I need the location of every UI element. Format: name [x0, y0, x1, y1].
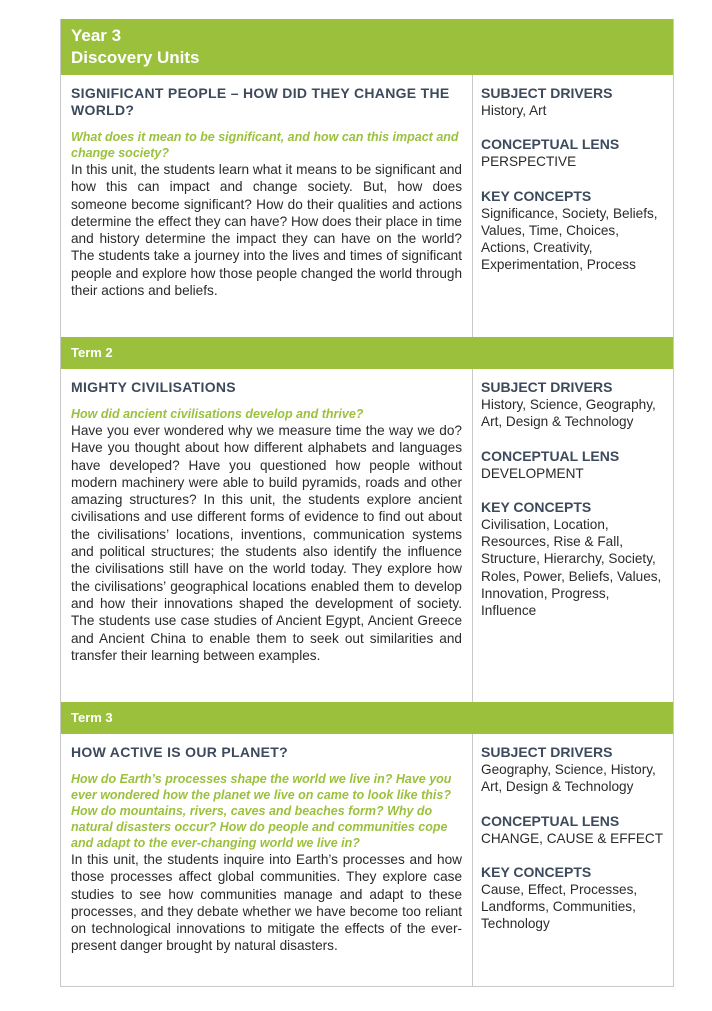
key-concepts-label: KEY CONCEPTS [481, 498, 592, 515]
unit-details [473, 369, 673, 702]
key-concepts-value: Civilisation, Location, Resources, Rise & Fall, Structure, Hierarchy, Society, Roles, Power, Beliefs, Values, Innovation, Progress, Influence [481, 516, 662, 619]
unit-row [61, 734, 673, 987]
conceptual-lens-label: CONCEPTUAL LENS [481, 812, 620, 829]
term-2-bar: Term 2 [61, 337, 673, 369]
subject-drivers-label: SUBJECT DRIVERS [481, 85, 613, 101]
conceptual-lens-value: DEVELOPMENT [481, 465, 584, 481]
unit-title: HOW ACTIVE IS OUR PLANET? [71, 744, 288, 760]
conceptual-lens-value: PERSPECTIVE [481, 154, 577, 170]
unit-row [61, 369, 673, 702]
subject-drivers-value: History, Art [481, 103, 547, 118]
unit-description [61, 75, 473, 337]
unit-title: MIGHTY CIVILISATIONS [71, 379, 236, 395]
subject-drivers-value: History, Science, Geography, Art, Design & Technology [481, 397, 656, 430]
curriculum-table [60, 19, 674, 987]
key-concepts-value: Significance, Society, Beliefs, Values, Time, Choices, Actions, Creativity, Experimentation, Process [481, 205, 658, 273]
unit-body: In this unit, the students learn what it means to be significant and how this can impact and change society. But, how does someone become significant? How do their qualities and actions determine the effect they can have? How does their place in time and history determine the impact they can have on the world? The students take a journey into the lives and times of significant people and explore how those people changed the world through their actions and beliefs. [71, 162, 462, 299]
unit-description [61, 734, 473, 987]
conceptual-lens-value: CHANGE, CAUSE & EFFECT [481, 830, 664, 846]
subject-drivers-value: Geography, Science, History, Art, Design & Technology [481, 762, 656, 795]
conceptual-lens-label: CONCEPTUAL LENS [481, 447, 620, 464]
year-title: Year 3 [71, 26, 122, 45]
unit-body: In this unit, the students inquire into Earth’s processes and how those processes affect global communities. They explore case studies to see how communities manage and adapt to these processes, and they debate whether we have become too reliant on technological innovations to mitigate the effects of the ever-present danger brought by natural disasters. [71, 852, 462, 954]
term-3-bar: Term 3 [61, 702, 673, 734]
unit-description [61, 369, 473, 702]
unit-question: How do Earth’s processes shape the world we live in? Have you ever wondered how the planet we live on came to look like this? How do mountains, rivers, caves and beaches form? Why do natural disasters occur? How do people and communities cope and adapt to the ever-changing world we live in? [71, 772, 452, 850]
unit-title: SIGNIFICANT PEOPLE – HOW DID THEY CHANGE THE WORLD? [71, 85, 450, 118]
conceptual-lens-label: CONCEPTUAL LENS [481, 136, 620, 153]
unit-row [61, 75, 673, 337]
unit-question: How did ancient civilisations develop and thrive? [71, 407, 364, 421]
unit-details [473, 734, 673, 987]
key-concepts-value: Cause, Effect, Processes, Landforms, Communities, Technology [481, 881, 638, 932]
unit-details [473, 75, 673, 337]
unit-body: Have you ever wondered why we measure time the way we do? Have you thought about how different alphabets and languages have developed? Have you questioned how people without modern machinery were able to build pyramids, roads and other amazing structures? In this unit, the students explore ancient civilisations and use different forms of evidence to find out about the civilisations’ locations, inventions, communication systems and political structures; the students also identify the influence the civilisations still have on the world today. They explore how the civilisations’ geographical locations enabled them to develop and how their innovations shaped the development of society. The students use case studies of Ancient Egypt, Ancient Greece and Ancient China to enable them to seek out similarities and transfer their learning between examples. [71, 423, 462, 663]
subject-drivers-label: SUBJECT DRIVERS [481, 379, 613, 395]
discovery-units-title: Discovery Units [71, 48, 200, 67]
key-concepts-label: KEY CONCEPTS [481, 187, 592, 204]
key-concepts-label: KEY CONCEPTS [481, 863, 592, 880]
subject-drivers-label: SUBJECT DRIVERS [481, 744, 613, 760]
unit-question: What does it mean to be significant, and how can this impact and change society? [71, 130, 459, 160]
table-header [61, 19, 673, 75]
